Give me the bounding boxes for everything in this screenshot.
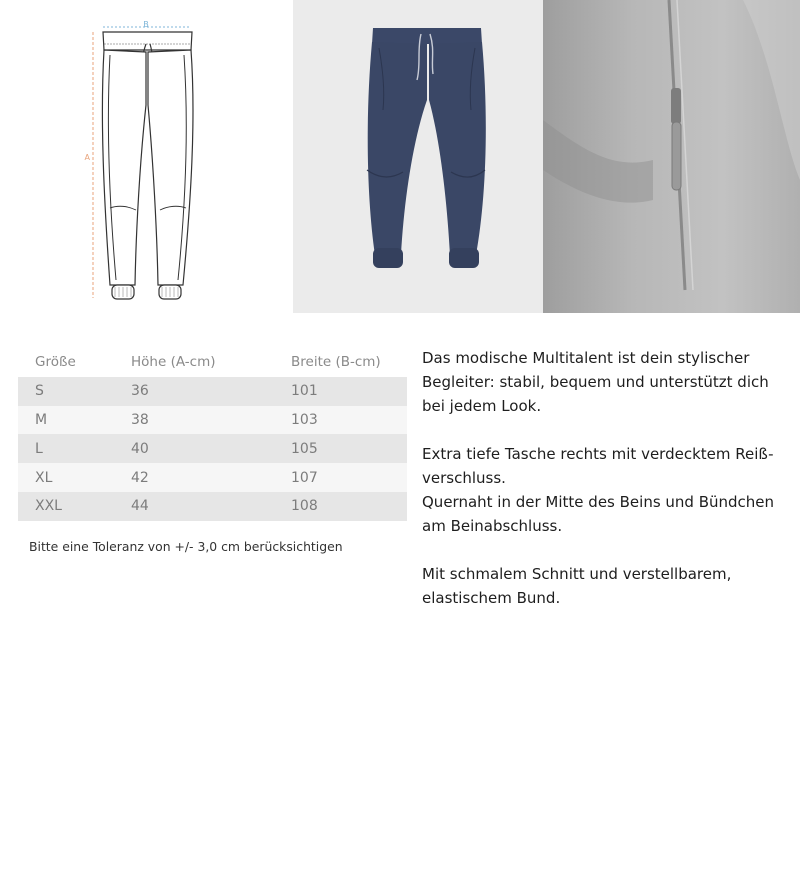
table-row	[18, 463, 407, 492]
cell-size: XXL	[18, 492, 131, 521]
description-paragraph-3: Mit schmalem Schnitt und verstellbarem, elastischem Bund.	[422, 565, 732, 607]
product-description	[422, 346, 792, 634]
pants-line-drawing	[0, 0, 293, 313]
tolerance-note: Bitte eine Toleranz von +/- 3,0 cm berücksichtigen	[29, 539, 343, 554]
zipper-detail-image	[543, 0, 800, 313]
header-width: Breite (B-cm)	[291, 348, 407, 377]
navy-jogger-photo	[293, 0, 543, 313]
table-row	[18, 492, 407, 521]
technical-drawing-image	[0, 0, 293, 313]
cell-width: 101	[291, 377, 407, 406]
header-height: Höhe (A-cm)	[131, 348, 291, 377]
cell-size: L	[18, 434, 131, 463]
zipper-closeup-photo	[543, 0, 800, 313]
product-photo-image	[293, 0, 543, 313]
cell-size: XL	[18, 463, 131, 492]
cell-width: 107	[291, 463, 407, 492]
cell-height: 40	[131, 434, 291, 463]
measure-b-label: B	[143, 20, 149, 29]
cell-width: 103	[291, 406, 407, 435]
description-paragraph-1: Das modische Multitalent ist dein stylischer Begleiter: stabil, bequem und unterstützt dich bei jedem Look.	[422, 349, 769, 415]
table-row	[18, 377, 407, 406]
cell-height: 44	[131, 492, 291, 521]
cell-height: 42	[131, 463, 291, 492]
table-row	[18, 406, 407, 435]
description-seam-text: Quernaht in der Mitte des Beins und Bündchen am Beinabschluss.	[422, 493, 775, 535]
cell-width: 108	[291, 492, 407, 521]
cell-size: M	[18, 406, 131, 435]
description-pocket-text: Extra tiefe Tasche rechts mit verdecktem Reiß-verschluss.	[422, 445, 774, 487]
table-row	[18, 434, 407, 463]
cell-width: 105	[291, 434, 407, 463]
cell-height: 36	[131, 377, 291, 406]
size-table-header-row	[18, 348, 407, 377]
cell-size: S	[18, 377, 131, 406]
cell-height: 38	[131, 406, 291, 435]
measure-a-label: A	[84, 153, 90, 162]
header-size: Größe	[18, 348, 131, 377]
size-table	[18, 348, 407, 521]
description-paragraph-2	[422, 442, 792, 538]
